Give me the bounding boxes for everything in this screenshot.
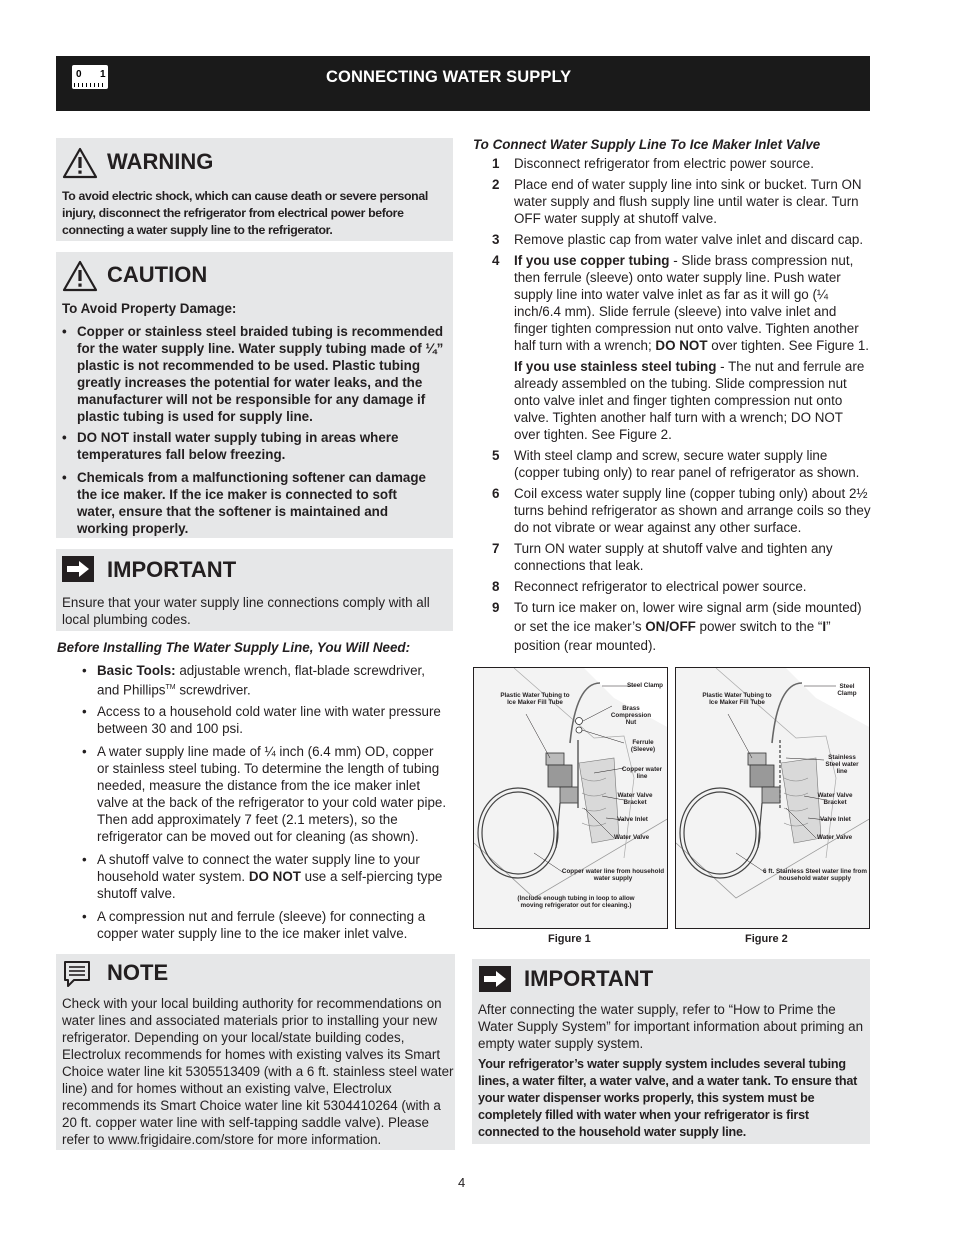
note-box (56, 954, 455, 1150)
fig1-supply-label: Copper water line from household water supply (561, 868, 665, 882)
figure-2-caption: Figure 2 (745, 933, 788, 945)
fig1-brass-nut-label: Brass Compression Nut (610, 705, 652, 726)
page-number: 4 (458, 1175, 466, 1190)
tubing-bullet: • A water supply line made of ¼ inch (6.4 mm) OD, copper or stainless steel tubing. To determine the length of tubing needed, measure the distance from the ice maker inlet valve at the back of the refrigerator to your cold water pipe. Then add approximately 7 feet (2.1 meters), so the refrigerator can be moved out for cleaning (as shown). (82, 744, 447, 844)
section-header-bar (56, 56, 870, 111)
warning-title: WARNING (107, 149, 214, 174)
ruler-zero: 0 (76, 69, 82, 80)
caution-bullet: • Copper or stainless steel braided tubing is recommended for the water supply line. Water supply tubing made of ¼” plastic is not recommended to be used. Plastic tubing greatly increases the potential for water leaks, and the manufacturer will not be responsible for any damage if plastic tubing is used for supply line. (62, 324, 444, 424)
compression-nut-bullet: • A compression nut and ferrule (sleeve) for connecting a copper water supply line to the ice maker inlet valve. (82, 909, 426, 941)
fig2-valve-inlet-label: Valve Inlet (820, 816, 851, 823)
ruler-icon (72, 65, 108, 89)
important-2-text: After connecting the water supply, refer to “How to Prime the Water Supply System” for important information about priming an empty water supply system. (478, 1002, 864, 1051)
fig1-valve-inlet-label: Valve Inlet (617, 816, 648, 823)
warning-box (56, 138, 453, 241)
fig1-plastic-tubing-label: Plastic Water Tubing to Ice Maker Fill Tube (500, 692, 570, 706)
fig1-ferrule-label: Ferrule (Sleeve) (630, 739, 656, 753)
fig2-stainless-line-label: Stainless Steel water line (825, 754, 859, 775)
section-title: CONNECTING WATER SUPPLY (326, 68, 572, 86)
figure-1-illustration (473, 667, 668, 929)
fig2-plastic-tubing-label: Plastic Water Tubing to Ice Maker Fill Tube (702, 692, 772, 706)
caution-title: CAUTION (107, 262, 208, 287)
caution-bullet: • DO NOT install water supply tubing in areas where temperatures fall below freezing. (62, 430, 399, 462)
warning-triangle-icon (62, 147, 98, 179)
arrow-icon (479, 966, 511, 992)
caution-box (56, 252, 453, 538)
fig1-copper-line-label: Copper water line (621, 766, 663, 780)
fig2-bracket-label: Water Valve Bracket (817, 792, 853, 806)
arrow-icon (62, 556, 94, 582)
fig2-steel-clamp-label: Steel Clamp (837, 683, 857, 697)
fig1-bracket-label: Water Valve Bracket (617, 792, 653, 806)
fig1-tubing-note: (Include enough tubing in loop to allow moving refrigerator out for cleaning.) (517, 895, 635, 909)
warning-text: To avoid electric shock, which can cause death or severe personal injury, disconnect the refrigerator from electrical power before connecting a water supply line to the refrigerator. (62, 189, 428, 237)
important-box-2 (472, 959, 870, 1144)
important-2-title: IMPORTANT (524, 966, 654, 991)
figure-1-caption: Figure 1 (548, 933, 591, 945)
important-box (56, 549, 453, 631)
tools-bullet: • Basic Tools: adjustable wrench, flat-blade screwdriver, and Phillips™ screwdriver. (82, 663, 425, 698)
caution-intro: To Avoid Property Damage: (62, 301, 237, 316)
caution-bullet: • Chemicals from a malfunctioning softener can damage the ice maker. If the ice maker is connected to soft water, ensure that the softener is maintained and working properly. (62, 470, 426, 536)
fig2-supply-label: 6 ft. Stainless Steel water line from household water supply (763, 868, 867, 882)
water-pressure-bullet: • Access to a household cold water line with water pressure between 30 and 100 psi. (82, 704, 441, 736)
ruler-one: 1 (100, 69, 106, 80)
important-title: IMPORTANT (107, 557, 237, 582)
caution-triangle-icon (62, 260, 98, 292)
note-icon (62, 960, 92, 988)
shutoff-valve-bullet: • A shutoff valve to connect the water supply line to your household water system. DO NOT use a self-piercing type shutoff valve. (82, 852, 443, 901)
note-text: Check with your local building authority for recommendations on water lines and associated materials prior to installing your new refrigerator. Depending on your local/state building codes, Electrolux recommends for homes with existing valves its Smart Choice water line kit 5305513409 (with a 6 ft. stainless steel water line) and for homes without an existing valve, Electrolux recommends its Smart Choice water line kit 5304410264 (with a 20 ft. copper water line with self-tapping saddle valve). Please refer to www.frigidaire.com/store for more information. (62, 996, 454, 1147)
note-title: NOTE (107, 960, 169, 985)
fig1-water-valve-label: Water Valve (614, 834, 650, 841)
fig2-water-valve-label: Water Valve (817, 834, 853, 841)
fig1-steel-clamp-label: Steel Clamp (626, 682, 664, 689)
before-installing-heading: Before Installing The Water Supply Line, You Will Need: (57, 640, 411, 655)
important-2-bold-text: Your refrigerator’s water supply system includes several tubing lines, a water filter, a water valve, and a water tank. To ensure that your water dispenser works properly, this system must be completely filled with water when your refrigerator is first connected to the household water supply line. (478, 1057, 858, 1139)
figure-2-illustration (675, 667, 870, 929)
steps-heading: To Connect Water Supply Line To Ice Maker Inlet Valve (473, 137, 821, 152)
important-text: Ensure that your water supply line connections comply with all local plumbing codes. (62, 595, 430, 627)
